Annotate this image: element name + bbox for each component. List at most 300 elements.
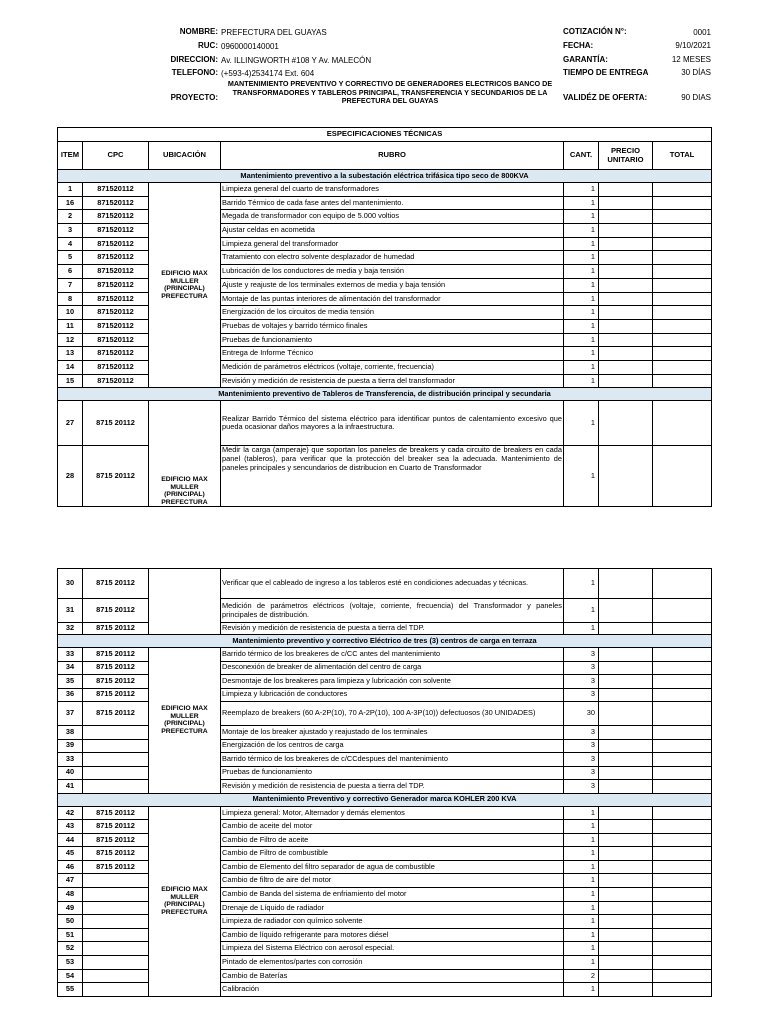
cpc-cell: 871520112 xyxy=(83,347,149,361)
precio-cell xyxy=(599,237,653,251)
total-cell xyxy=(653,648,712,662)
total-cell xyxy=(653,739,712,753)
fecha-label: FECHA: xyxy=(563,41,594,50)
cpc-cell: 871520112 xyxy=(83,292,149,306)
precio-cell xyxy=(599,766,653,780)
cpc-cell: 871520112 xyxy=(83,196,149,210)
cpc-cell xyxy=(83,969,149,983)
cant-cell: 1 xyxy=(564,806,599,820)
rubro-cell: Reemplazo de breakers (60 A-2P(10), 70 A-2P(10), 100 A-3P(10)) defectuosos (30 UNIDADES) xyxy=(221,702,564,726)
rubro-cell: Verificar que el cableado de ingreso a los tableros esté en condiciones adecuadas y técnicas. xyxy=(221,569,564,599)
cpc-cell xyxy=(83,888,149,902)
total-cell xyxy=(653,237,712,251)
item-cell: 27 xyxy=(58,401,83,446)
total-cell xyxy=(653,599,712,623)
cant-cell: 1 xyxy=(564,820,599,834)
cant-cell: 1 xyxy=(564,347,599,361)
precio-cell xyxy=(599,780,653,794)
rubro-cell: Barrido térmico de los breakeres de c/CC antes del mantenimiento xyxy=(221,648,564,662)
item-cell: 34 xyxy=(58,661,83,675)
rubro-cell: Revisión y medición de resistencia de puesta a tierra del TDP. xyxy=(221,623,564,635)
ubicacion-cell: EDIFICIO MAX MULLER (PRINCIPAL) PREFECTURA xyxy=(149,806,221,996)
rubro-cell: Revisión y medición de resistencia de puesta a tierra del TDP. xyxy=(221,780,564,794)
item-cell: 13 xyxy=(58,347,83,361)
total-cell xyxy=(653,623,712,635)
col-cant: CANT. xyxy=(564,142,599,170)
cpc-cell: 8715 20112 xyxy=(83,860,149,874)
cant-cell: 2 xyxy=(564,969,599,983)
precio-cell xyxy=(599,196,653,210)
item-cell: 39 xyxy=(58,739,83,753)
cpc-cell: 8715 20112 xyxy=(83,401,149,446)
ruc-value: 0960000140001 xyxy=(221,42,279,51)
total-cell xyxy=(653,806,712,820)
total-cell xyxy=(653,942,712,956)
item-cell: 5 xyxy=(58,251,83,265)
precio-cell xyxy=(599,983,653,997)
cant-cell: 1 xyxy=(564,401,599,446)
precio-cell xyxy=(599,969,653,983)
total-cell xyxy=(653,675,712,689)
col-rubro: RUBRO xyxy=(221,142,564,170)
item-cell: 44 xyxy=(58,833,83,847)
item-cell: 47 xyxy=(58,874,83,888)
cpc-cell: 8715 20112 xyxy=(83,661,149,675)
precio-cell xyxy=(599,183,653,197)
cpc-cell xyxy=(83,942,149,956)
precio-cell xyxy=(599,599,653,623)
precio-cell xyxy=(599,726,653,740)
column-header-row xyxy=(58,142,712,170)
item-cell: 52 xyxy=(58,942,83,956)
cant-cell: 1 xyxy=(564,251,599,265)
cant-cell: 1 xyxy=(564,265,599,279)
cpc-cell: 871520112 xyxy=(83,319,149,333)
total-cell xyxy=(653,306,712,320)
precio-cell xyxy=(599,901,653,915)
cant-cell: 1 xyxy=(564,983,599,997)
cpc-cell xyxy=(83,874,149,888)
cpc-cell: 871520112 xyxy=(83,210,149,224)
cant-cell: 1 xyxy=(564,292,599,306)
cpc-cell: 8715 20112 xyxy=(83,688,149,702)
col-precio: PRECIO UNITARIO xyxy=(599,142,653,170)
precio-cell xyxy=(599,688,653,702)
cpc-cell: 8715 20112 xyxy=(83,820,149,834)
cpc-cell xyxy=(83,739,149,753)
total-cell xyxy=(653,661,712,675)
item-cell: 7 xyxy=(58,278,83,292)
rubro-cell: Realizar Barrido Térmico del sistema eléctrico para identificar puntos de calentamiento excesivo que pueda ocasionar daños mayores a la infraestructura. xyxy=(221,401,564,446)
item-cell: 45 xyxy=(58,847,83,861)
validez-label: VALIDÉZ DE OFERTA: xyxy=(563,93,648,102)
table-title-row xyxy=(58,128,712,142)
rubro-cell: Energización de los centros de carga xyxy=(221,739,564,753)
total-cell xyxy=(653,766,712,780)
cpc-cell: 871520112 xyxy=(83,183,149,197)
total-cell xyxy=(653,915,712,929)
item-cell: 10 xyxy=(58,306,83,320)
section-title: Mantenimiento preventivo de Tableros de Transferencia, de distribución principal y secundaria xyxy=(58,388,712,401)
cpc-cell: 8715 20112 xyxy=(83,833,149,847)
total-cell xyxy=(653,183,712,197)
precio-cell xyxy=(599,675,653,689)
total-cell xyxy=(653,251,712,265)
total-cell xyxy=(653,726,712,740)
item-cell: 31 xyxy=(58,599,83,623)
rubro-cell: Cambio de aceite del motor xyxy=(221,820,564,834)
precio-cell xyxy=(599,847,653,861)
rubro-cell: Pintado de elementos/partes con corrosión xyxy=(221,956,564,970)
rubro-cell: Energización de los circuitos de media tensión xyxy=(221,306,564,320)
cant-cell: 1 xyxy=(564,183,599,197)
item-cell: 48 xyxy=(58,888,83,902)
total-cell xyxy=(653,374,712,388)
cpc-cell: 8715 20112 xyxy=(83,648,149,662)
proyecto-value: MANTENIMIENTO PREVENTIVO Y CORRECTIVO DE GENERADORES ELECTRICOS BANCO DE TRANSFORMADORES Y TABLEROS PRINCIPAL, TRANSFERENCIA Y SECUNDARIOS DE LA PREFECTURA DEL GUAYAS xyxy=(227,79,553,106)
precio-cell xyxy=(599,806,653,820)
rubro-cell: Cambio de Baterías xyxy=(221,969,564,983)
ubicacion-cell: EDIFICIO MAX MULLER (PRINCIPAL) PREFECTURA xyxy=(149,648,221,794)
rubro-cell: Cambio de Banda del sistema de enfriamiento del motor xyxy=(221,888,564,902)
precio-cell xyxy=(599,265,653,279)
precio-cell xyxy=(599,401,653,446)
rubro-cell: Limpieza general del cuarto de transformadores xyxy=(221,183,564,197)
total-cell xyxy=(653,224,712,238)
total-cell xyxy=(653,265,712,279)
table-row xyxy=(58,401,712,446)
section-header xyxy=(58,170,712,183)
rubro-cell: Revisión y medición de resistencia de puesta a tierra del transformador xyxy=(221,374,564,388)
item-cell: 46 xyxy=(58,860,83,874)
cant-cell: 1 xyxy=(564,915,599,929)
rubro-cell: Pruebas de voltajes y barrido térmico finales xyxy=(221,319,564,333)
garantia-label: GARANTÍA: xyxy=(563,55,608,64)
rubro-cell: Drenaje de Líquido de radiador xyxy=(221,901,564,915)
cant-cell: 1 xyxy=(564,319,599,333)
rubro-cell: Limpieza general del transformador xyxy=(221,237,564,251)
total-cell xyxy=(653,983,712,997)
item-cell: 42 xyxy=(58,806,83,820)
table-row xyxy=(58,569,712,599)
item-cell: 35 xyxy=(58,675,83,689)
total-cell xyxy=(653,874,712,888)
rubro-cell: Pruebas de funcionamiento xyxy=(221,766,564,780)
cant-cell: 1 xyxy=(564,928,599,942)
item-cell: 8 xyxy=(58,292,83,306)
cant-cell: 1 xyxy=(564,210,599,224)
ruc-label: RUC: xyxy=(198,41,218,50)
precio-cell xyxy=(599,942,653,956)
rubro-cell: Desmontaje de los breakeres para limpieza y lubricación con solvente xyxy=(221,675,564,689)
cant-cell: 1 xyxy=(564,374,599,388)
item-cell: 12 xyxy=(58,333,83,347)
precio-cell xyxy=(599,661,653,675)
precio-cell xyxy=(599,210,653,224)
cpc-cell xyxy=(83,928,149,942)
item-cell: 28 xyxy=(58,446,83,507)
total-cell xyxy=(653,702,712,726)
item-cell: 49 xyxy=(58,901,83,915)
precio-cell xyxy=(599,956,653,970)
item-cell: 14 xyxy=(58,360,83,374)
total-cell xyxy=(653,278,712,292)
total-cell xyxy=(653,860,712,874)
item-cell: 4 xyxy=(58,237,83,251)
section-title: Mantenimiento preventivo y correctivo Eléctrico de tres (3) centros de carga en terraza xyxy=(58,635,712,648)
cotizacion-value: 0001 xyxy=(693,28,711,37)
total-cell xyxy=(653,780,712,794)
precio-cell xyxy=(599,648,653,662)
table-row xyxy=(58,648,712,662)
item-cell: 36 xyxy=(58,688,83,702)
cpc-cell xyxy=(83,983,149,997)
cant-cell: 3 xyxy=(564,766,599,780)
total-cell xyxy=(653,333,712,347)
cant-cell: 1 xyxy=(564,333,599,347)
rubro-cell: Ajuste y reajuste de los terminales externos de media y baja tensión xyxy=(221,278,564,292)
item-cell: 3 xyxy=(58,224,83,238)
telefono-label: TELEFONO: xyxy=(171,68,218,77)
item-cell: 6 xyxy=(58,265,83,279)
col-cpc: CPC xyxy=(83,142,149,170)
item-cell: 54 xyxy=(58,969,83,983)
cpc-cell: 8715 20112 xyxy=(83,623,149,635)
cpc-cell: 871520112 xyxy=(83,306,149,320)
rubro-cell: Cambio de Filtro de aceite xyxy=(221,833,564,847)
cant-cell: 3 xyxy=(564,688,599,702)
cpc-cell: 8715 20112 xyxy=(83,569,149,599)
section-title: Mantenimiento preventivo a la subestación eléctrica trifásica tipo seco de 800KVA xyxy=(58,170,712,183)
cpc-cell: 871520112 xyxy=(83,374,149,388)
cant-cell: 1 xyxy=(564,360,599,374)
item-cell: 43 xyxy=(58,820,83,834)
cpc-cell xyxy=(83,753,149,767)
item-cell: 41 xyxy=(58,780,83,794)
rubro-cell: Pruebas de funcionamiento xyxy=(221,333,564,347)
cpc-cell: 871520112 xyxy=(83,251,149,265)
rubro-cell: Limpieza del Sistema Eléctrico con aerosol especial. xyxy=(221,942,564,956)
cant-cell: 1 xyxy=(564,901,599,915)
cant-cell: 1 xyxy=(564,888,599,902)
rubro-cell: Calibración xyxy=(221,983,564,997)
precio-cell xyxy=(599,278,653,292)
total-cell xyxy=(653,319,712,333)
cpc-cell: 8715 20112 xyxy=(83,847,149,861)
section-header xyxy=(58,388,712,401)
item-cell: 1 xyxy=(58,183,83,197)
precio-cell xyxy=(599,446,653,507)
cpc-cell: 871520112 xyxy=(83,278,149,292)
item-cell: 15 xyxy=(58,374,83,388)
precio-cell xyxy=(599,915,653,929)
cant-cell: 1 xyxy=(564,833,599,847)
cpc-cell: 871520112 xyxy=(83,265,149,279)
total-cell xyxy=(653,196,712,210)
rubro-cell: Medición de parámetros eléctricos (voltaje, corriente, frecuencia) xyxy=(221,360,564,374)
item-cell: 16 xyxy=(58,196,83,210)
precio-cell xyxy=(599,292,653,306)
cpc-cell: 8715 20112 xyxy=(83,806,149,820)
cant-cell: 3 xyxy=(564,661,599,675)
precio-cell xyxy=(599,888,653,902)
specs-table-1 xyxy=(57,127,712,507)
total-cell xyxy=(653,210,712,224)
total-cell xyxy=(653,360,712,374)
total-cell xyxy=(653,569,712,599)
cpc-cell: 8715 20112 xyxy=(83,599,149,623)
total-cell xyxy=(653,820,712,834)
rubro-cell: Entrega de Informe Técnico xyxy=(221,347,564,361)
cpc-cell: 871520112 xyxy=(83,237,149,251)
rubro-cell: Desconexión de breaker de alimentación del centro de carga xyxy=(221,661,564,675)
cpc-cell: 871520112 xyxy=(83,224,149,238)
item-cell: 2 xyxy=(58,210,83,224)
cant-cell: 1 xyxy=(564,278,599,292)
precio-cell xyxy=(599,333,653,347)
rubro-cell: Montaje de las puntas interiores de alimentación del transformador xyxy=(221,292,564,306)
item-cell: 33 xyxy=(58,648,83,662)
col-ubicacion: UBICACIÓN xyxy=(149,142,221,170)
rubro-cell: Limpieza general: Motor, Alternador y demás elementos xyxy=(221,806,564,820)
item-cell: 55 xyxy=(58,983,83,997)
cant-cell: 1 xyxy=(564,569,599,599)
precio-cell xyxy=(599,360,653,374)
precio-cell xyxy=(599,739,653,753)
rubro-cell: Medición de parámetros eléctricos (voltaje, corriente, frecuencia) del Transformador y paneles principales de distribución. xyxy=(221,599,564,623)
table-row xyxy=(58,183,712,197)
section-title: Mantenimiento Preventivo y correctivo Generador marca KOHLER 200 KVA xyxy=(58,793,712,806)
cant-cell: 1 xyxy=(564,237,599,251)
precio-cell xyxy=(599,833,653,847)
ubicacion-cell: EDIFICIO MAX MULLER (PRINCIPAL) PREFECTURA xyxy=(149,183,221,388)
item-cell: 37 xyxy=(58,702,83,726)
col-item: ITEM xyxy=(58,142,83,170)
total-cell xyxy=(653,688,712,702)
cant-cell: 1 xyxy=(564,446,599,507)
rubro-cell: Megada de transformador con equipo de 5.000 voltios xyxy=(221,210,564,224)
item-cell: 38 xyxy=(58,726,83,740)
cant-cell: 1 xyxy=(564,224,599,238)
ubicacion-cell xyxy=(149,569,221,635)
precio-cell xyxy=(599,251,653,265)
rubro-cell: Lubricación de los conductores de media y baja tensión xyxy=(221,265,564,279)
total-cell xyxy=(653,753,712,767)
precio-cell xyxy=(599,306,653,320)
item-cell: 51 xyxy=(58,928,83,942)
item-cell: 40 xyxy=(58,766,83,780)
total-cell xyxy=(653,292,712,306)
rubro-cell: Barrido Térmico de cada fase antes del mantenimiento. xyxy=(221,196,564,210)
precio-cell xyxy=(599,702,653,726)
precio-cell xyxy=(599,753,653,767)
rubro-cell: Tratamiento con electro solvente desplazador de humedad xyxy=(221,251,564,265)
direccion-label: DIRECCION: xyxy=(170,55,218,64)
rubro-cell: Ajustar celdas en acometida xyxy=(221,224,564,238)
cpc-cell xyxy=(83,956,149,970)
cpc-cell: 871520112 xyxy=(83,333,149,347)
total-cell xyxy=(653,901,712,915)
total-cell xyxy=(653,847,712,861)
total-cell xyxy=(653,956,712,970)
cant-cell: 3 xyxy=(564,648,599,662)
cant-cell: 3 xyxy=(564,726,599,740)
precio-cell xyxy=(599,224,653,238)
table-title: ESPECIFICACIONES TÉCNICAS xyxy=(58,128,712,142)
rubro-cell: Cambio de Elemento del filtro separador de agua de combustible xyxy=(221,860,564,874)
item-cell: 11 xyxy=(58,319,83,333)
validez-value: 90 DIAS xyxy=(681,93,711,102)
direccion-value: Av. ILLINGWORTH #108 Y Av. MALECÓN xyxy=(221,56,372,65)
cant-cell: 1 xyxy=(564,956,599,970)
rubro-cell: Barrido térmico de los breakeres de c/CCdespues del mantenimiento xyxy=(221,753,564,767)
rubro-cell: Medir la carga (amperaje) que soportan los paneles de breakers y cada circuito de breakers en cada panel (tableros), para verificar que la protección del breaker sea la adecuada. Mantenimiento de paneles principales y sencundarios de distribucion en Cuarto de Transformador xyxy=(221,446,564,507)
precio-cell xyxy=(599,820,653,834)
cpc-cell: 8715 20112 xyxy=(83,446,149,507)
rubro-cell: Limpieza de radiador con químico solvente xyxy=(221,915,564,929)
garantia-value: 12 MESES xyxy=(671,55,711,64)
rubro-cell: Cambio de líquido refrigerante para motores diésel xyxy=(221,928,564,942)
cpc-cell xyxy=(83,780,149,794)
total-cell xyxy=(653,347,712,361)
total-cell xyxy=(653,833,712,847)
item-cell: 53 xyxy=(58,956,83,970)
precio-cell xyxy=(599,374,653,388)
proyecto-label: PROYECTO: xyxy=(170,93,218,102)
total-cell xyxy=(653,401,712,446)
cant-cell: 3 xyxy=(564,739,599,753)
cant-cell: 1 xyxy=(564,860,599,874)
cant-cell: 3 xyxy=(564,675,599,689)
nombre-value: PREFECTURA DEL GUAYAS xyxy=(221,28,327,37)
rubro-cell: Limpieza y lubricación de conductores xyxy=(221,688,564,702)
rubro-cell: Cambio de Filtro de combustible xyxy=(221,847,564,861)
cant-cell: 1 xyxy=(564,623,599,635)
nombre-label: NOMBRE: xyxy=(179,27,218,36)
cpc-cell xyxy=(83,766,149,780)
item-cell: 50 xyxy=(58,915,83,929)
entrega-label: TIEMPO DE ENTREGA xyxy=(563,68,649,77)
cant-cell: 3 xyxy=(564,753,599,767)
cpc-cell: 8715 20112 xyxy=(83,675,149,689)
total-cell xyxy=(653,969,712,983)
entrega-value: 30 DÍAS xyxy=(681,68,711,77)
cant-cell: 1 xyxy=(564,942,599,956)
total-cell xyxy=(653,888,712,902)
cotizacion-label: COTIZACIÓN N°: xyxy=(563,27,627,36)
cant-cell: 1 xyxy=(564,196,599,210)
precio-cell xyxy=(599,928,653,942)
item-cell: 30 xyxy=(58,569,83,599)
cant-cell: 1 xyxy=(564,874,599,888)
cant-cell: 30 xyxy=(564,702,599,726)
cpc-cell: 871520112 xyxy=(83,360,149,374)
cant-cell: 1 xyxy=(564,847,599,861)
cpc-cell: 8715 20112 xyxy=(83,702,149,726)
table-row xyxy=(58,806,712,820)
rubro-cell: Cambio de filtro de aire del motor xyxy=(221,874,564,888)
cant-cell: 1 xyxy=(564,599,599,623)
item-cell: 32 xyxy=(58,623,83,635)
fecha-value: 9/10/2021 xyxy=(675,41,711,50)
telefono-value: (+593-4)2534174 Ext. 604 xyxy=(221,69,315,78)
cpc-cell xyxy=(83,915,149,929)
total-cell xyxy=(653,928,712,942)
rubro-cell: Montaje de los breaker ajustado y reajustado de los terminales xyxy=(221,726,564,740)
precio-cell xyxy=(599,319,653,333)
item-cell: 33 xyxy=(58,753,83,767)
specs-table-2 xyxy=(57,568,712,997)
